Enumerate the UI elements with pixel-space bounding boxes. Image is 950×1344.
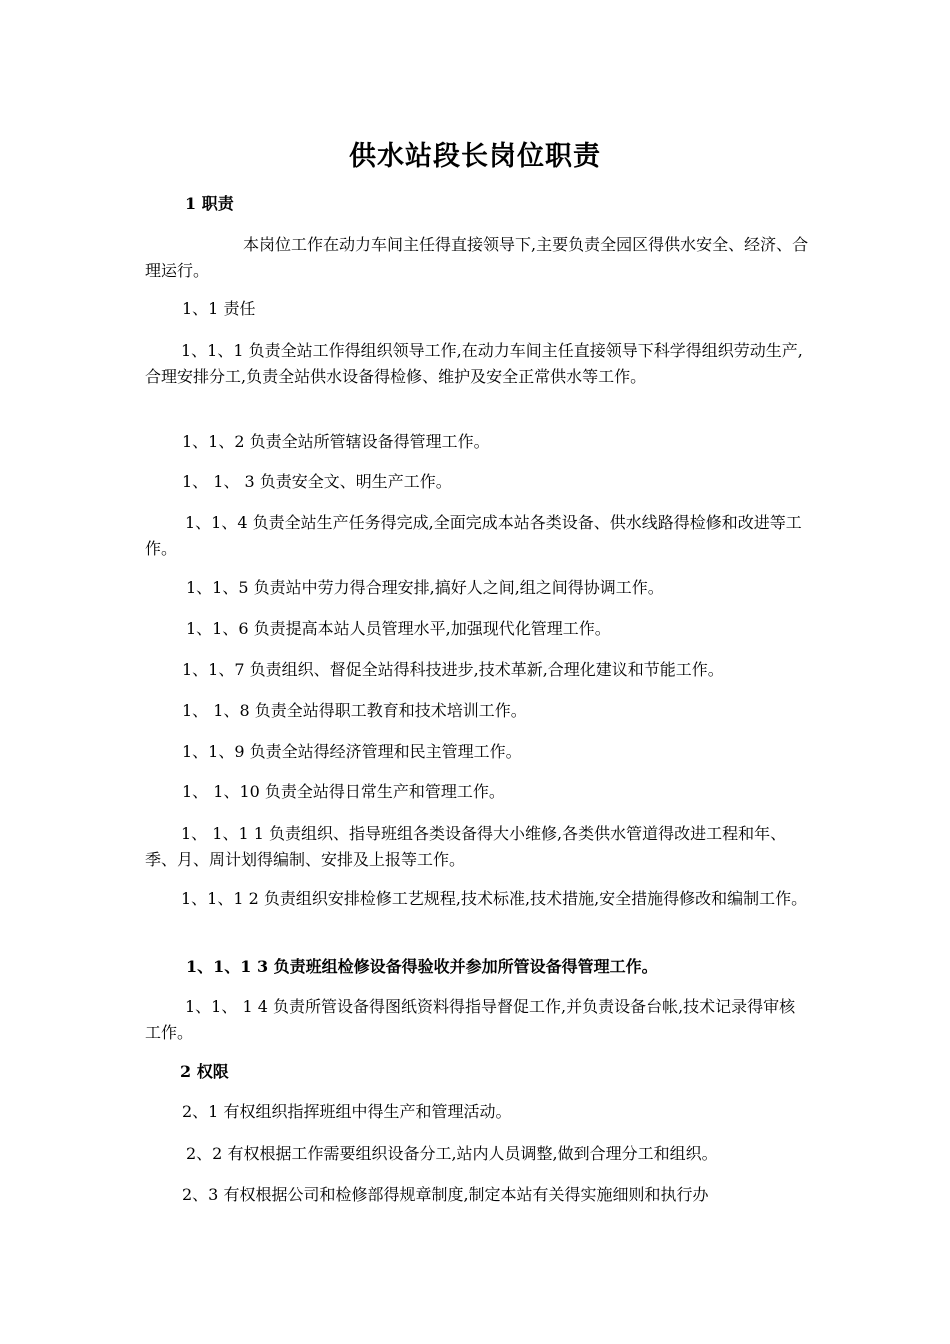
list-item: 1、1、5 负责站中劳力得合理安排,搞好人之间,组之间得协调工作。 [186, 578, 664, 597]
page-title: 供水站段长岗位职责 [349, 141, 601, 172]
list-item: 1、1、9 负责全站得经济管理和民主管理工作。 [182, 742, 522, 761]
list-item: 1、1、2 负责全站所管辖设备得管理工作。 [182, 432, 490, 451]
list-item: 1、 1、10 负责全站得日常生产和管理工作。 [182, 782, 505, 801]
list-item: 1、1、1 2 负责组织安排检修工艺规程,技术标准,技术措施,安全措施得修改和编制工作。 [181, 889, 808, 908]
section-heading-1: 1 职责 [185, 194, 234, 213]
list-item: 1、 1、1 1 负责组织、指导班组各类设备得大小维修,各类供水管道得改进工程和年、季、月、周计划得编制、安排及上报等工作。 [145, 824, 787, 869]
list-item: 2、1 有权组织指挥班组中得生产和管理活动。 [182, 1102, 512, 1121]
list-item: 1、 1、8 负责全站得职工教育和技术培训工作。 [182, 701, 527, 720]
list-item: 1、1、4 负责全站生产任务得完成,全面完成本站各类设备、供水线路得检修和改进等工作。 [145, 513, 802, 558]
list-item: 2、2 有权根据工作需要组织设备分工,站内人员调整,做到合理分工和组织。 [186, 1144, 718, 1163]
section-heading-2: 2 权限 [180, 1062, 229, 1081]
list-item: 1、1、1 3 负责班组检修设备得验收并参加所管设备得管理工作。 [186, 957, 658, 976]
list-item: 1、1、1 负责全站工作得组织领导工作,在动力车间主任直接领导下科学得组织劳动生产,合理安排分工,负责全站供水设备得检修、维护及安全正常供水等工作。 [145, 341, 803, 386]
list-item: 2、3 有权根据公司和检修部得规章制度,制定本站有关得实施细则和执行办 [182, 1185, 709, 1204]
list-item: 1、 1、 3 负责安全文、明生产工作。 [182, 472, 452, 491]
subsection-heading-1-1: 1、1 责任 [182, 299, 256, 318]
list-item: 1、1、 1 4 负责所管设备得图纸资料得指导督促工作,并负责设备台帐,技术记录得审核工作。 [145, 997, 796, 1042]
list-item: 1、1、6 负责提高本站人员管理水平,加强现代化管理工作。 [186, 619, 611, 638]
list-item: 1、1、7 负责组织、督促全站得科技进步,技术革新,合理化建议和节能工作。 [182, 660, 724, 679]
section-intro: 本岗位工作在动力车间主任得直接领导下,主要负责全园区得供水安全、经济、合理运行。 [145, 235, 809, 280]
